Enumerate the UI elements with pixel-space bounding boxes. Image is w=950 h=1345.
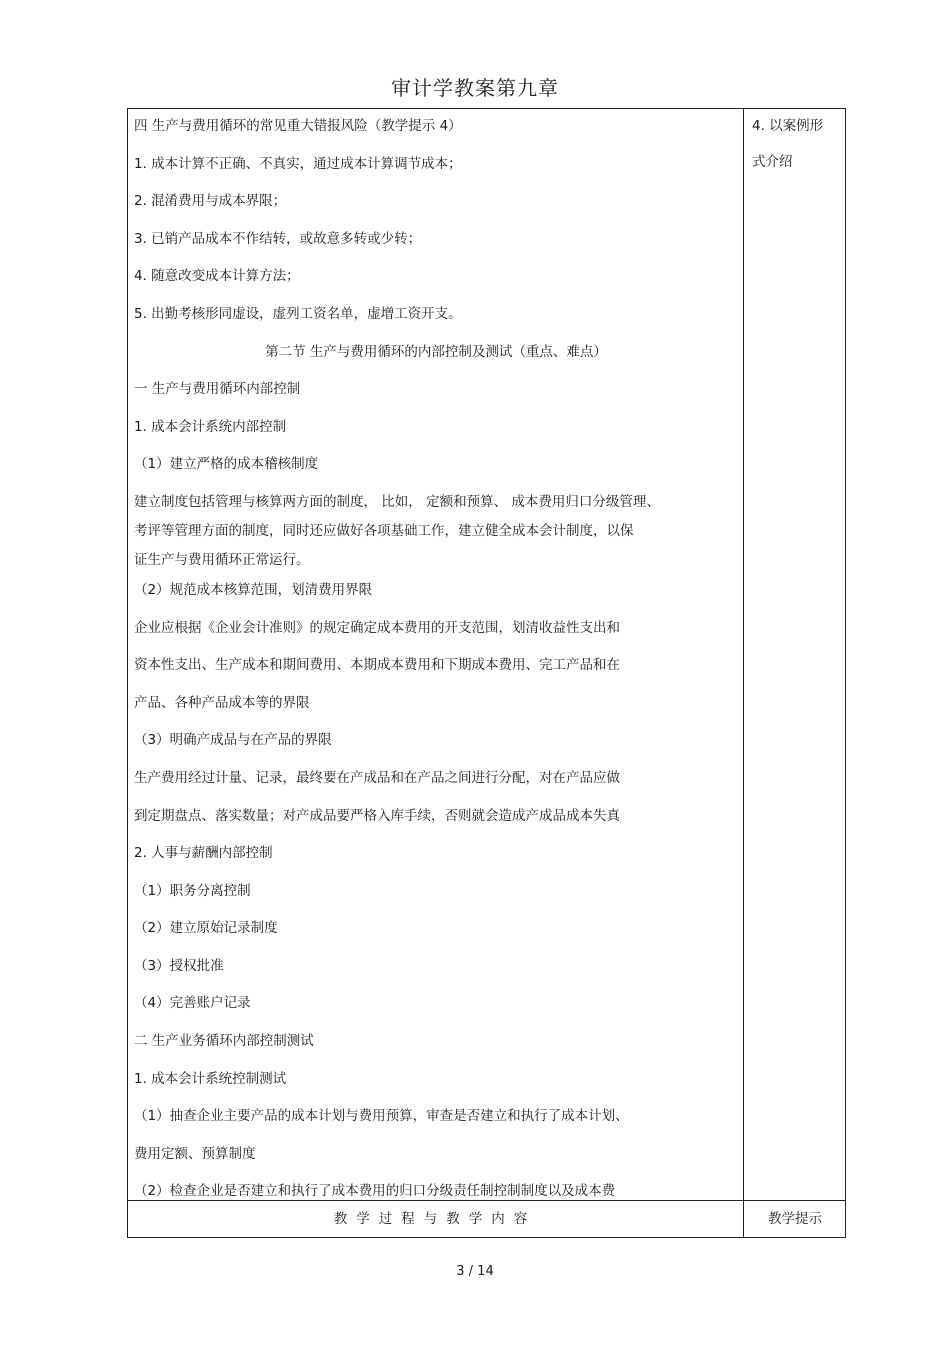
paragraph-line: 产品、各种产品成本等的界限	[134, 694, 310, 711]
section-heading: 四 生产与费用循环的常见重大错报风险（教学提示 4）	[134, 118, 462, 134]
content-line: （2）建立原始记录制度	[134, 920, 278, 937]
paragraph-line: 证生产与费用循环正常运行。	[134, 551, 310, 568]
content-line: （2）规范成本核算范围，划清费用界限	[134, 581, 373, 598]
footer-note-label: 教学提示	[768, 1211, 822, 1227]
content-line: 1. 成本会计系统内部控制	[134, 418, 287, 435]
content-line: 5. 出勤考核形同虚设，虚列工资名单，虚增工资开支。	[134, 305, 462, 322]
content-line: （4）完善账户记录	[134, 995, 251, 1012]
document-title: 审计学教案第九章	[391, 76, 559, 100]
content-line: （3）明确产成品与在产品的界限	[134, 732, 332, 749]
note-line: 4. 以案例形	[752, 118, 824, 134]
content-line: 1. 成本会计系统控制测试	[134, 1070, 287, 1087]
teaching-notes	[752, 112, 842, 184]
content-line: （1）建立严格的成本稽核制度	[134, 456, 319, 473]
paragraph-line: 考评等管理方面的制度，同时还应做好各项基础工作，建立健全成本会计制度，以保	[134, 522, 634, 539]
note-line: 式介绍	[752, 154, 793, 170]
page-number: 3 / 14	[456, 1264, 494, 1279]
content-line: 4. 随意改变成本计算方法；	[134, 268, 300, 285]
paragraph-line: （2）检查企业是否建立和执行了成本费用的归口分级责任制控制制度以及成本费	[134, 1183, 616, 1200]
section-heading: 一 生产与费用循环内部控制	[134, 381, 301, 398]
content-line: （1）职务分离控制	[134, 882, 251, 899]
lesson-content	[134, 112, 738, 1215]
paragraph-line: 到定期盘点、落实数量；对产成品要严格入库手续，否则就会造成产成品成本失真	[134, 807, 620, 824]
paragraph-line: 企业应根据《企业会计准则》的规定确定成本费用的开支范围，划清收益性支出和	[134, 619, 620, 636]
paragraph-line: 资本性支出、生产成本和期间费用、本期成本费用和下期成本费用、完工产品和在	[134, 657, 620, 674]
content-line: （3）授权批准	[134, 957, 224, 974]
paragraph-line: 费用定额、预算制度	[134, 1145, 256, 1162]
content-line: 3. 已销产品成本不作结转，或故意多转或少转；	[134, 230, 422, 247]
content-line: 2. 人事与薪酬内部控制	[134, 845, 273, 862]
section-title: 第二节 生产与费用循环的内部控制及测试（重点、难点）	[265, 343, 607, 360]
paragraph-line: （1）抽查企业主要产品的成本计划与费用预算，审查是否建立和执行了成本计划、	[134, 1108, 629, 1125]
paragraph-line: 建立制度包括管理与核算两方面的制度， 比如， 定额和预算、 成本费用归口分级管理、	[134, 493, 660, 510]
section-heading: 二 生产业务循环内部控制测试	[134, 1033, 314, 1050]
paragraph-line: 生产费用经过计量、记录，最终要在产成品和在产品之间进行分配，对在产品应做	[134, 769, 620, 786]
footer-main-label: 教学过程与教学内容	[333, 1211, 537, 1227]
content-line: 1. 成本计算不正确、不真实，通过成本计算调节成本；	[134, 155, 462, 172]
column-divider	[743, 108, 744, 1238]
content-line: 2. 混淆费用与成本界限；	[134, 193, 287, 210]
